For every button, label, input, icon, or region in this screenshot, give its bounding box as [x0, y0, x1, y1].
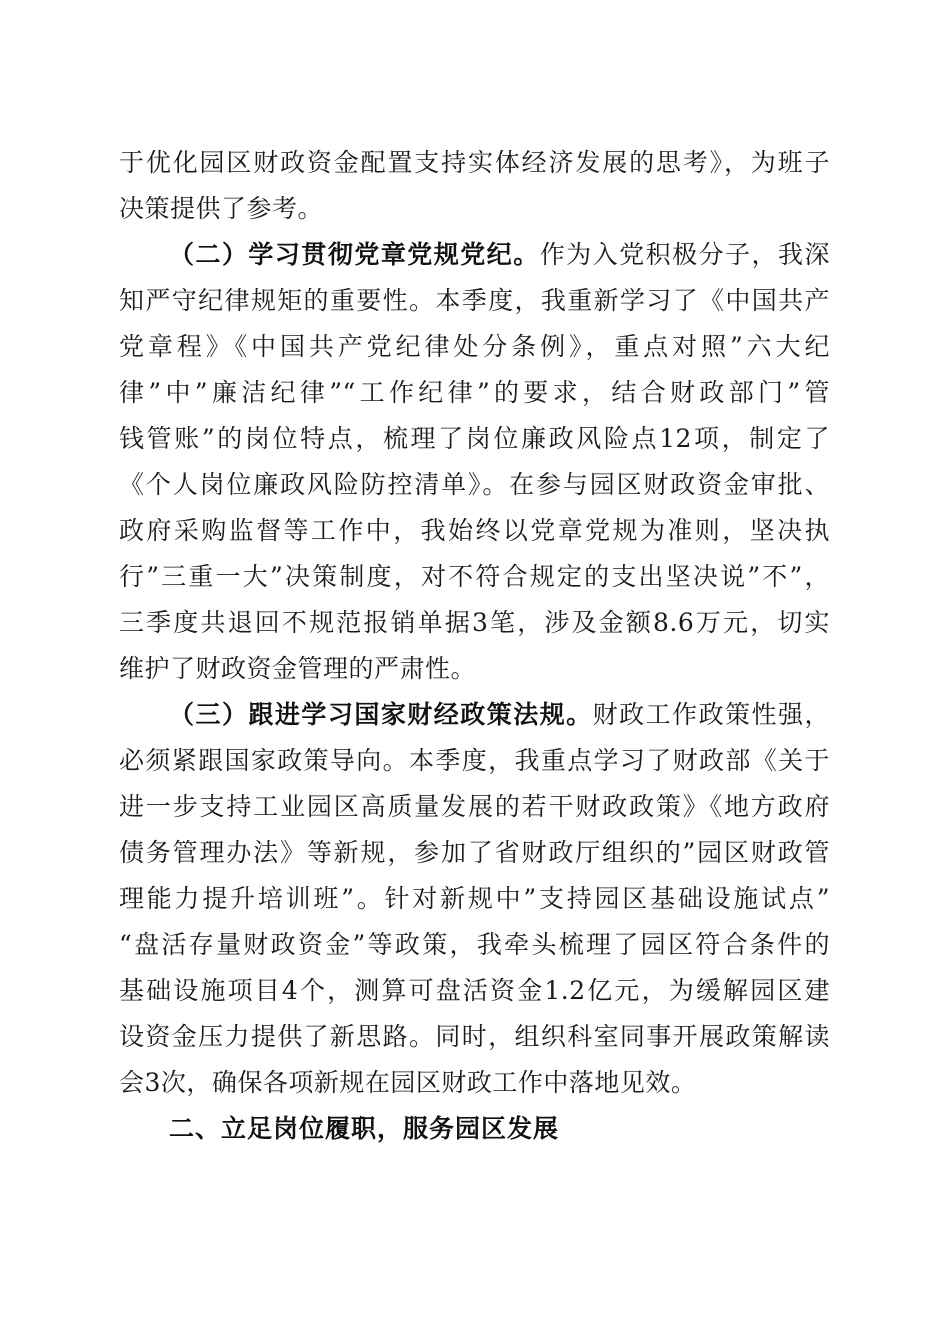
paragraph-line: 律”中”廉洁纪律”“工作纪律”的要求，结合财政部门”管 [119, 378, 830, 407]
paragraph-line: 《个人岗位廉政风险防控清单》。在参与园区财政资金审批、 [119, 470, 830, 499]
paragraph-line: 决策提供了参考。 [119, 194, 324, 223]
paragraph-text: 财政工作政策性强， [592, 700, 830, 729]
paragraph-line: 知严守纪律规矩的重要性。本季度，我重新学习了《中国共产 [119, 286, 830, 315]
paragraph-first-line [169, 235, 830, 275]
paragraph-line: 党章程》《中国共产党纪律处分条例》，重点对照”六大纪 [119, 332, 830, 361]
paragraph-line: 基础设施项目4个，测算可盘活资金1.2亿元，为缓解园区建 [119, 976, 830, 1005]
paragraph-text: 作为入党积极分子，我深 [539, 240, 830, 269]
paragraph-line: 政府采购监督等工作中，我始终以党章党规为准则，坚决执 [119, 516, 830, 545]
section-heading: 二、立足岗位履职，服务园区发展 [169, 1114, 560, 1143]
paragraph-line: 于优化园区财政资金配置支持实体经济发展的思考》，为班子 [119, 148, 830, 177]
paragraph-line: 三季度共退回不规范报销单据3笔，涉及金额8.6万元，切实 [119, 608, 830, 637]
paragraph-line: 维护了财政资金管理的严肃性。 [119, 654, 477, 683]
paragraph-line: 债务管理办法》等新规，参加了省财政厅组织的”园区财政管 [119, 838, 830, 867]
paragraph-line: “盘活存量财政资金”等政策，我牵头梳理了园区符合条件的 [119, 930, 830, 959]
paragraph-line: 钱管账”的岗位特点，梳理了岗位廉政风险点12项，制定了 [119, 424, 830, 453]
paragraph-line: 必须紧跟国家政策导向。本季度，我重点学习了财政部《关于 [119, 746, 830, 775]
paragraph-line: 理能力提升培训班”。针对新规中”支持园区基础设施试点” [119, 884, 830, 913]
paragraph-line: 行”三重一大”决策制度，对不符合规定的支出坚决说”不”， [119, 562, 830, 591]
subheading-lead: （二）学习贯彻党章党规党纪。 [169, 240, 540, 269]
subheading-lead: （三）跟进学习国家财经政策法规。 [169, 700, 593, 729]
paragraph-line: 进一步支持工业园区高质量发展的若干财政政策》《地方政府 [119, 792, 830, 821]
paragraph-line: 会3次，确保各项新规在园区财政工作中落地见效。 [119, 1068, 697, 1097]
paragraph-first-line [169, 695, 830, 735]
paragraph-line: 设资金压力提供了新思路。同时，组织科室同事开展政策解读 [119, 1022, 830, 1051]
